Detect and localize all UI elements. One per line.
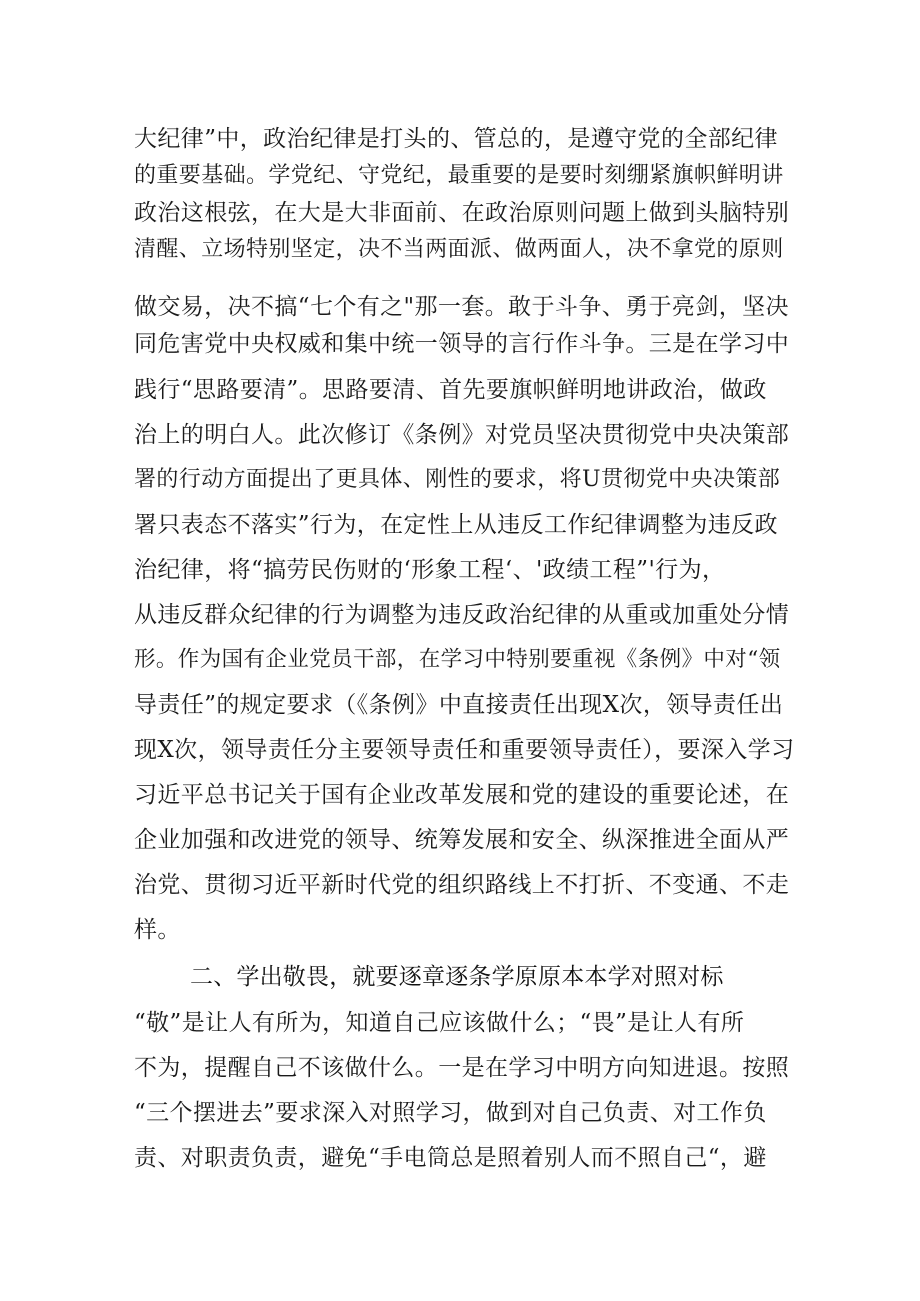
body-text-line: 践行“思路要清”。思路要清、首先要旗帜鲜明地讲政治，做政 — [134, 377, 767, 403]
body-text-line: 治纪律，将“搞劳民伤财的‘形象工程‘、'政绩工程”'行为， — [134, 557, 726, 583]
section-heading: 二、学出敬畏，就要逐章逐条学原原本本学对照对标 — [190, 964, 724, 990]
body-text-line: 习近平总书记关于国有企业改革发展和党的建设的重要论述，在 — [134, 782, 790, 808]
body-text-line: 做交易，决不搞“七个有之"那一套。敢于斗争、勇于亮剑，坚决 — [134, 294, 789, 320]
body-text-line: 署只表态不落实”行为，在定性上从违反工作纪律调整为违反政 — [134, 512, 778, 538]
body-text-line: 治党、贯彻习近平新时代党的组织路线上不打折、不变通、不走 — [134, 872, 790, 898]
body-text-line: 现X次，领导责任分主要领导责任和重要领导责任），要深入学习 — [134, 737, 795, 763]
body-text-line: 大纪律”中，政治纪律是打头的、管总的，是遵守党的全部纪律 — [134, 126, 778, 152]
body-text-line: “三个摆进去”要求深入对照学习，做到对自己负责、对工作负 — [134, 1100, 767, 1126]
body-text-line: 不为，提醒自己不该做什么。一是在学习中明方向知进退。按照 — [134, 1055, 790, 1081]
body-text-line: 署的行动方面提出了更具体、刚性的要求，将U贯彻党中央决策部 — [134, 467, 781, 492]
body-text-line: 从违反群众纪律的行为调整为违反政治纪律的从重或加重处分情 — [134, 602, 790, 628]
body-text-line: “敬”是让人有所为，知道自己应该做什么；“畏”是让人有所 — [134, 1010, 745, 1036]
body-text-line: 清醒、立场特别坚定，决不当两面派、做两面人，决不拿党的原则 — [134, 237, 784, 262]
body-text-line: 政治这根弦，在大是大非面前、在政治原则问题上做到头脑特别 — [134, 200, 790, 226]
body-text-line: 治上的明白人。此次修订《条例》对党员坚决贯彻党中央决策部 — [134, 422, 790, 448]
body-text-line: 导责任”的规定要求（《条例》中直接责任出现X次，领导责任出 — [134, 692, 784, 718]
body-text-line: 的重要基础。学党纪、守党纪，最重要的是要时刻绷紧旗帜鲜明讲 — [134, 163, 784, 188]
body-text-line: 样。 — [134, 917, 181, 943]
body-text-line: 形。作为国有企业党员干部，在学习中特别要重视《条例》中对“领 — [134, 647, 781, 672]
body-text-line: 同危害党中央权威和集中统一领导的言行作斗争。三是在学习中 — [134, 331, 790, 357]
body-text-line: 企业加强和改进党的领导、统筹发展和安全、纵深推进全面从严 — [134, 827, 790, 853]
body-text-line: 责、对职责负责，避免“手电筒总是照着别人而不照自己“，避 — [134, 1145, 767, 1171]
